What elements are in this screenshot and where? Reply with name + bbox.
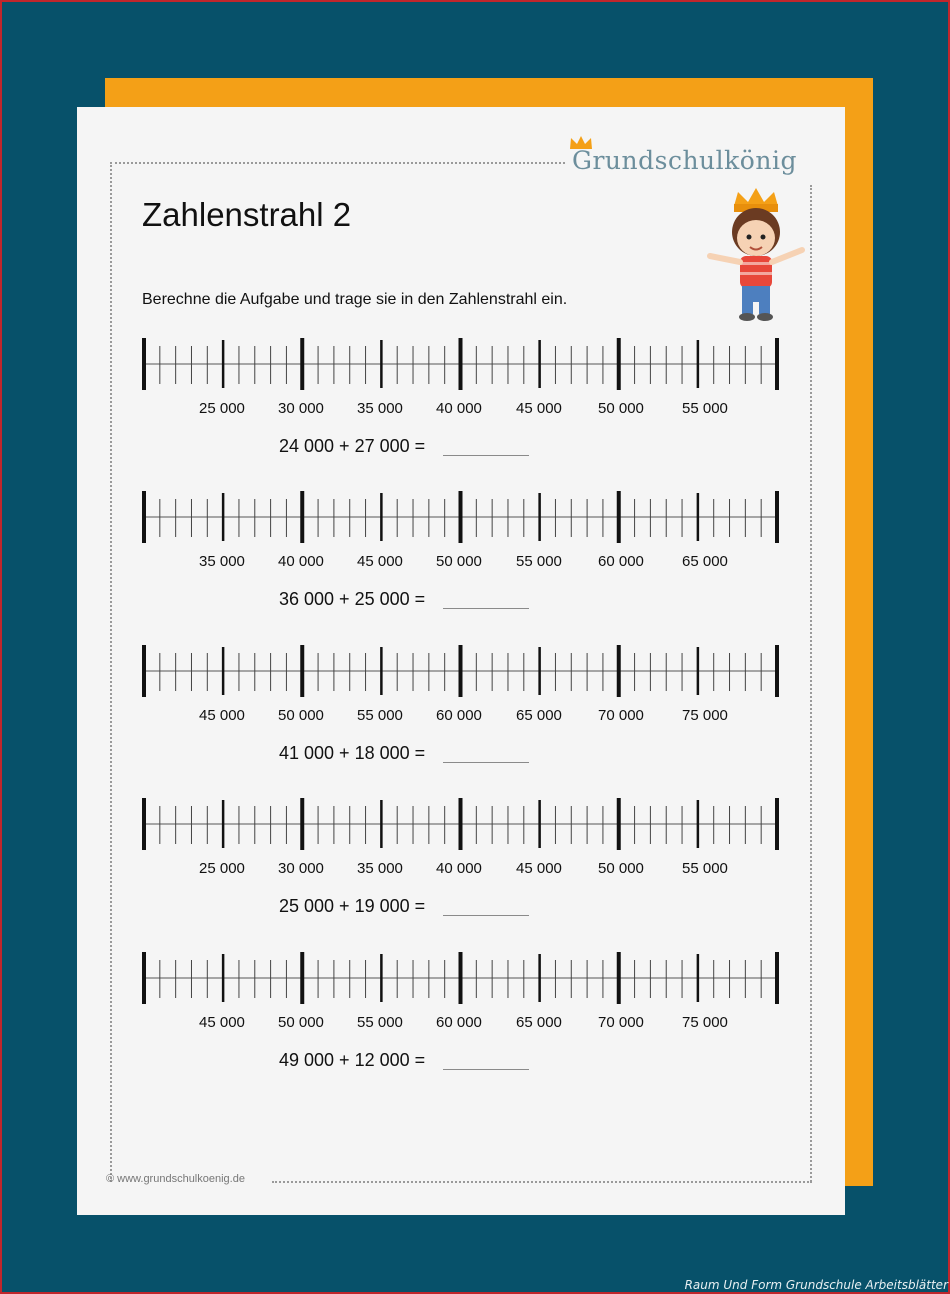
number-line-label: 60 000	[436, 707, 482, 724]
number-line-label: 50 000	[278, 707, 324, 724]
number-line-label: 25 000	[199, 860, 245, 877]
number-line-label: 30 000	[278, 860, 324, 877]
number-line-label: 75 000	[682, 707, 728, 724]
number-line-label: 50 000	[278, 1014, 324, 1031]
number-line-label: 40 000	[436, 860, 482, 877]
number-line-label: 55 000	[682, 400, 728, 417]
dotted-border-right	[810, 185, 812, 1182]
number-line-label: 45 000	[199, 707, 245, 724]
number-line-label: 55 000	[682, 860, 728, 877]
page-title: Zahlenstrahl 2	[142, 196, 352, 233]
equation-text: 24 000 + 27 000 =	[279, 436, 426, 456]
equation-text: 36 000 + 25 000 =	[279, 589, 426, 609]
number-line-label: 50 000	[436, 553, 482, 570]
equation-text: 41 000 + 18 000 =	[279, 743, 426, 763]
king-boy-illustration	[704, 186, 808, 324]
number-line-label: 35 000	[357, 400, 403, 417]
answer-blank[interactable]	[443, 1069, 529, 1070]
number-line-label: 50 000	[598, 860, 644, 877]
number-line-label: 55 000	[357, 707, 403, 724]
dotted-border-top	[110, 162, 565, 164]
answer-blank[interactable]	[443, 455, 529, 456]
number-line-label: 30 000	[278, 400, 324, 417]
number-line-label: 70 000	[598, 1014, 644, 1031]
answer-blank[interactable]	[443, 608, 529, 609]
number-line	[140, 798, 782, 854]
number-line-label: 65 000	[516, 707, 562, 724]
number-line-label: 70 000	[598, 707, 644, 724]
equation-text: 25 000 + 19 000 =	[279, 896, 426, 916]
equation-text: 49 000 + 12 000 =	[279, 1050, 426, 1070]
number-line-label: 55 000	[516, 553, 562, 570]
number-line-label: 65 000	[516, 1014, 562, 1031]
number-line-label: 75 000	[682, 1014, 728, 1031]
number-line	[140, 491, 782, 547]
answer-blank[interactable]	[443, 762, 529, 763]
number-line-label: 35 000	[199, 553, 245, 570]
number-line-label: 45 000	[516, 400, 562, 417]
number-line-label: 35 000	[357, 860, 403, 877]
image-caption: Raum Und Form Grundschule Arbeitsblätter	[684, 1278, 948, 1292]
number-line-label: 45 000	[199, 1014, 245, 1031]
number-line-label: 40 000	[278, 553, 324, 570]
number-line-label: 55 000	[357, 1014, 403, 1031]
number-line	[140, 645, 782, 701]
number-line-label: 50 000	[598, 400, 644, 417]
number-line-label: 45 000	[516, 860, 562, 877]
number-line-label: 40 000	[436, 400, 482, 417]
brand-logo: Grundschulkönig	[572, 146, 797, 175]
number-line-label: 60 000	[436, 1014, 482, 1031]
number-line-label: 60 000	[598, 553, 644, 570]
number-line	[140, 338, 782, 394]
number-line-label: 65 000	[682, 553, 728, 570]
number-line-label: 45 000	[357, 553, 403, 570]
answer-blank[interactable]	[443, 915, 529, 916]
footer-url: © www.grundschulkoenig.de	[106, 1173, 245, 1185]
number-line-label: 25 000	[199, 400, 245, 417]
number-line	[140, 952, 782, 1008]
instruction-text: Berechne die Aufgabe und trage sie in den Zahlenstrahl ein.	[142, 291, 568, 308]
dotted-border-bottom	[272, 1181, 812, 1183]
dotted-border-left	[110, 162, 112, 1182]
